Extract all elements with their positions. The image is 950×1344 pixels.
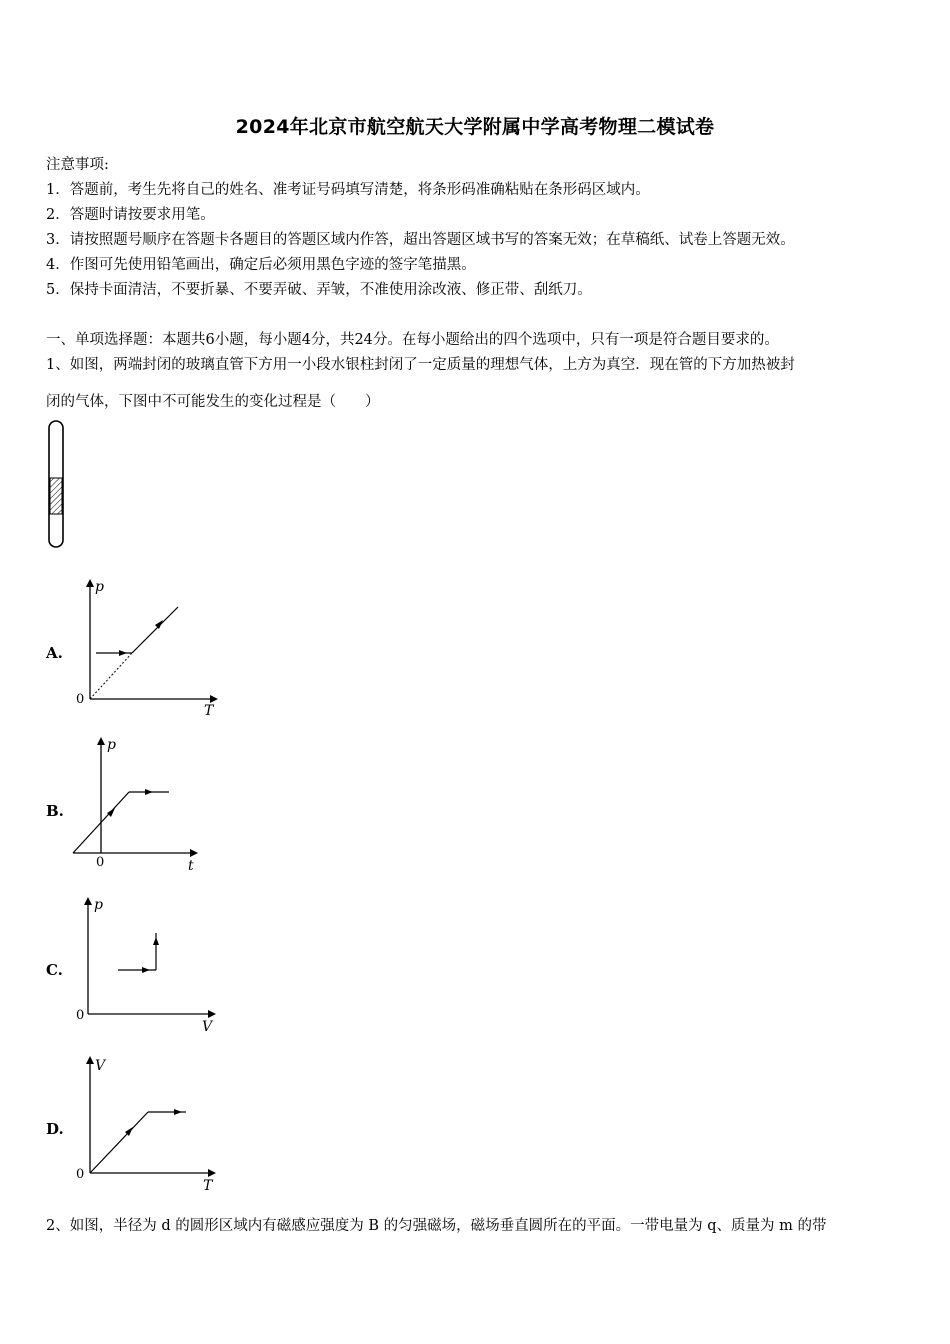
notice-item-3: 3．请按照题号顺序在答题卡各题目的答题区域内作答，超出答题区域书写的答案无效；在草稿纸、试卷上答题无效。 — [46, 232, 795, 248]
option-a-label[interactable]: A. — [46, 644, 63, 662]
option-b-label[interactable]: B. — [46, 802, 64, 820]
segment-arrow — [142, 967, 150, 973]
glass-tube-figure — [40, 418, 80, 553]
dashed-reference-line — [90, 653, 132, 699]
option-c-label[interactable]: C. — [46, 961, 63, 979]
option-c-graph — [70, 893, 230, 1038]
y-axis-label: p — [94, 897, 103, 913]
y-axis-arrow — [86, 1056, 94, 1064]
y-axis-arrow — [86, 579, 94, 587]
segment-arrow — [107, 808, 115, 817]
segment-arrow — [153, 937, 159, 945]
section-heading: 一、单项选择题：本题共6小题，每小题4分，共24分。在每小题给出的四个选项中，只有一项是符合题目要求的。 — [46, 332, 779, 348]
notice-item-5: 5．保持卡面清洁，不要折暴、不要弄破、弄皱，不准使用涂改液、修正带、刮纸刀。 — [46, 282, 592, 298]
segment-arrow — [155, 620, 163, 629]
x-axis-arrow — [190, 849, 198, 857]
origin-label: 0 — [76, 692, 85, 707]
segment-arrow — [145, 789, 153, 795]
option-d-graph — [70, 1052, 230, 1197]
origin-label: 0 — [96, 855, 105, 870]
y-axis-label: p — [107, 737, 116, 753]
option-a-graph — [70, 575, 230, 720]
question-1-line-2: 闭的气体，下图中不可能发生的变化过程是（ ） — [46, 394, 380, 410]
proportional-segment — [90, 1112, 148, 1173]
y-axis-arrow — [97, 737, 105, 745]
x-axis-label: V — [202, 1019, 213, 1035]
question-1-line-1: 1、如图，两端封闭的玻璃直管下方用一小段水银柱封闭了一定质量的理想气体，上方为真空．现在管的下方加热被封 — [46, 357, 795, 373]
x-axis-arrow — [208, 1169, 216, 1177]
notice-heading: 注意事项: — [46, 157, 109, 173]
notice-item-2: 2．答题时请按要求用笔。 — [46, 207, 215, 223]
mercury-column — [50, 478, 62, 514]
proportional-segment — [132, 607, 178, 653]
option-b-graph — [65, 733, 215, 878]
x-axis-arrow — [208, 1010, 216, 1018]
segment-arrow — [174, 1109, 182, 1115]
x-axis-label: T — [203, 1178, 213, 1194]
origin-label: 0 — [76, 1008, 85, 1023]
option-d-label[interactable]: D. — [46, 1120, 64, 1138]
y-axis-label: V — [95, 1058, 106, 1074]
question-2-line-1: 2、如图，半径为 d 的圆形区域内有磁感应强度为 B 的匀强磁场，磁场垂直圆所在的平面。一带电量为 q、质量为 m 的带 — [46, 1218, 827, 1234]
origin-label: 0 — [76, 1167, 85, 1182]
x-axis-label: t — [188, 858, 194, 874]
notice-item-1: 1．答题前，考生先将自己的姓名、准考证号码填写清楚，将条形码准确粘贴在条形码区域内。 — [46, 182, 650, 198]
x-axis-arrow — [210, 695, 218, 703]
y-axis-arrow — [84, 897, 92, 905]
segment-arrow — [119, 650, 127, 656]
y-axis-label: p — [95, 579, 104, 595]
page-title: 2024年北京市航空航天大学附属中学高考物理二模试卷 — [235, 116, 715, 138]
x-axis-label: T — [204, 703, 214, 719]
notice-item-4: 4．作图可先使用铅笔画出，确定后必须用黑色字迹的签字笔描黑。 — [46, 257, 476, 273]
